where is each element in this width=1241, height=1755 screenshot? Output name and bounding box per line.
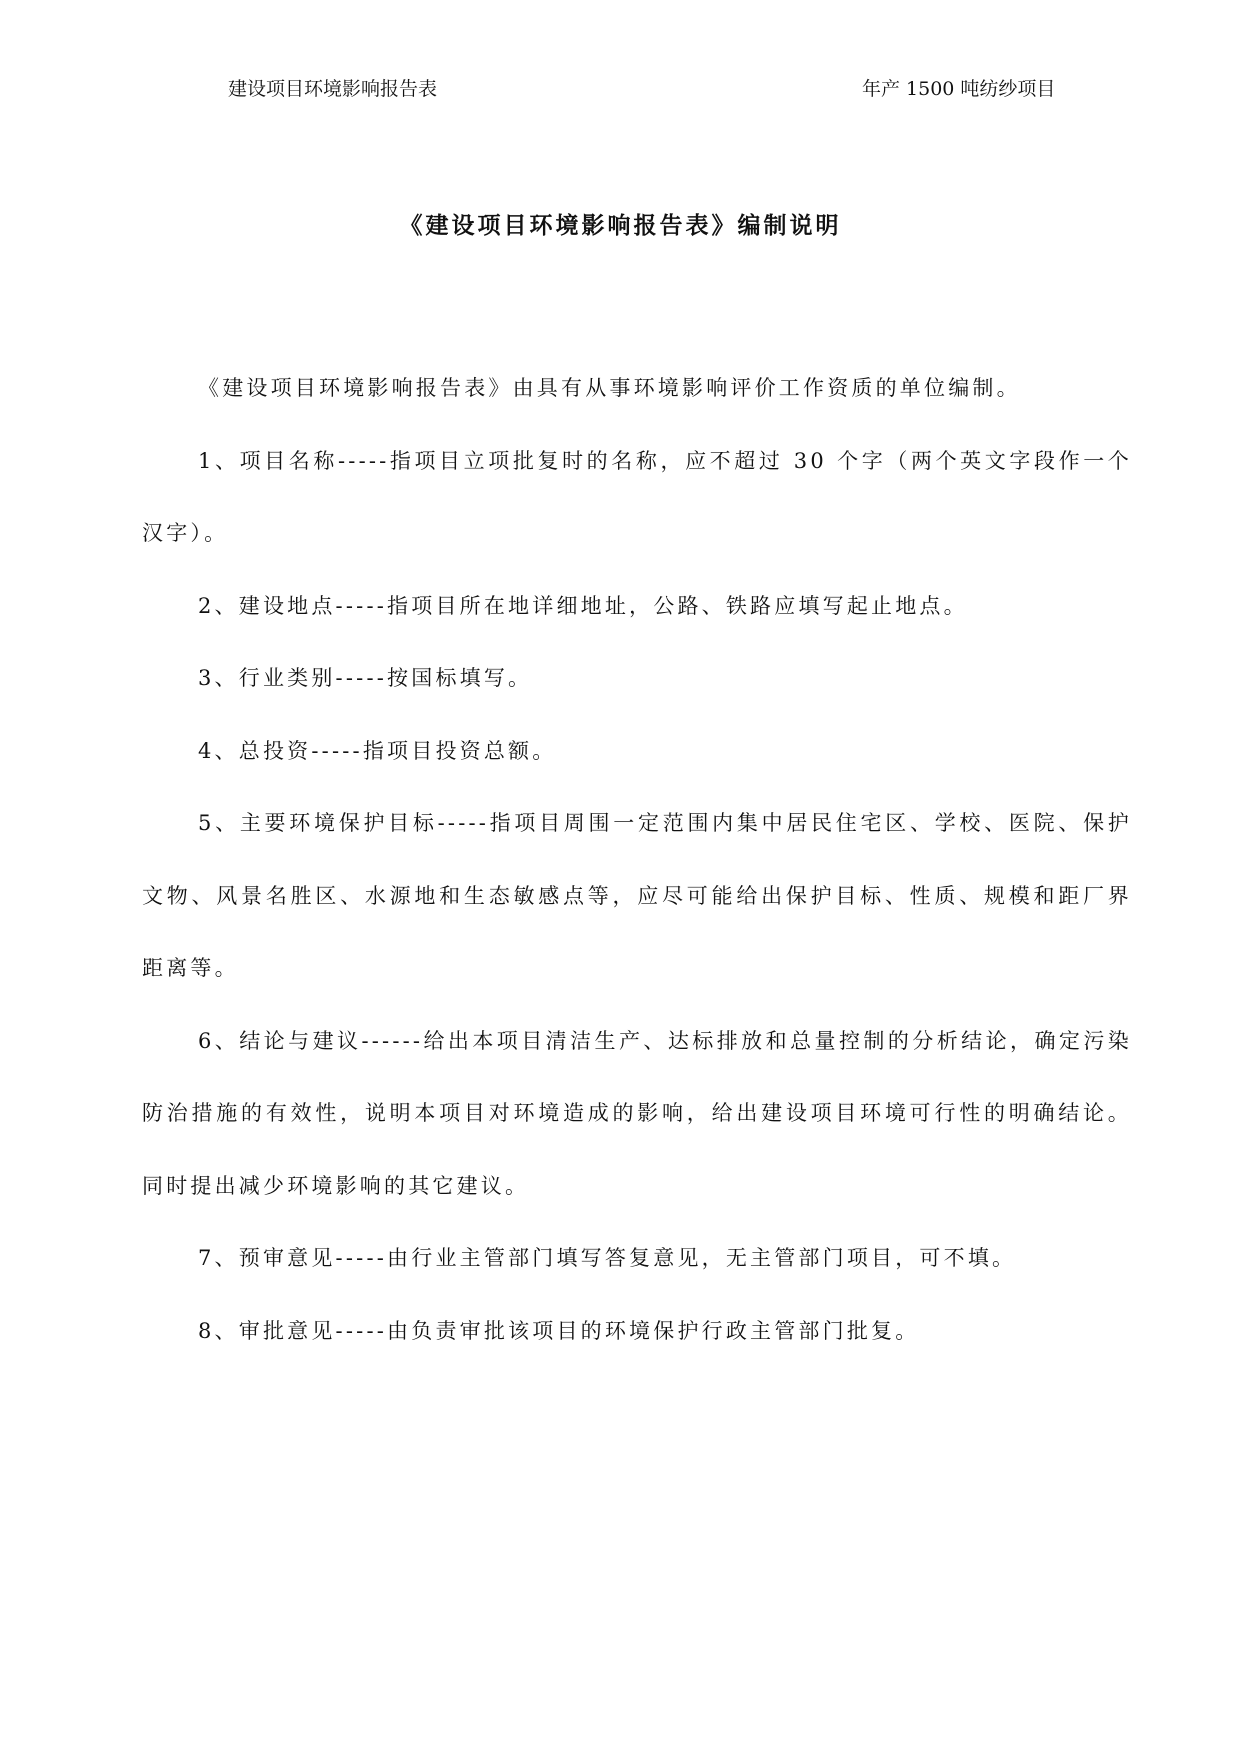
intro-paragraph: 《建设项目环境影响报告表》由具有从事环境影响评价工作资质的单位编制。 bbox=[198, 376, 1021, 400]
item-construction-site: 2、建设地点-----指项目所在地详细地址，公路、铁路应填写起止地点。 bbox=[198, 593, 968, 618]
page-title: 《建设项目环境影响报告表》编制说明 bbox=[399, 212, 842, 239]
header-project-name: 年产 1500 吨纺纱项目 bbox=[862, 78, 1056, 100]
item-approval: 8、审批意见-----由负责审批该项目的环境保护行政主管部门批复。 bbox=[198, 1318, 920, 1343]
item-protection-targets: 5、主要环境保护目标-----指项目周围一定范围内集中居民住宅区、学校、医院、保护文物、风景名胜区、水源地和生态敏感点等，应尽可能给出保护目标、性质、规模和距厂界距离等。 bbox=[142, 811, 1132, 980]
header-report-type: 建设项目环境影响报告表 bbox=[228, 78, 438, 100]
item-total-investment: 4、总投资-----指项目投资总额。 bbox=[198, 738, 557, 763]
instructions-body bbox=[142, 352, 1132, 1367]
item-pre-review: 7、预审意见-----由行业主管部门填写答复意见，无主管部门项目，可不填。 bbox=[198, 1246, 1017, 1270]
item-industry-category: 3、行业类别-----按国标填写。 bbox=[198, 666, 533, 690]
item-project-name: 1、项目名称-----指项目立项批复时的名称，应不超过 30 个字（两个英文字段作一个汉字）。 bbox=[142, 448, 1132, 545]
item-conclusions: 6、结论与建议------给出本项目清洁生产、达标排放和总量控制的分析结论，确定污染防治措施的有效性，说明本项目对环境造成的影响，给出建设项目环境可行性的明确结论。同时提出减少环境影响的其它建议。 bbox=[142, 1028, 1132, 1198]
